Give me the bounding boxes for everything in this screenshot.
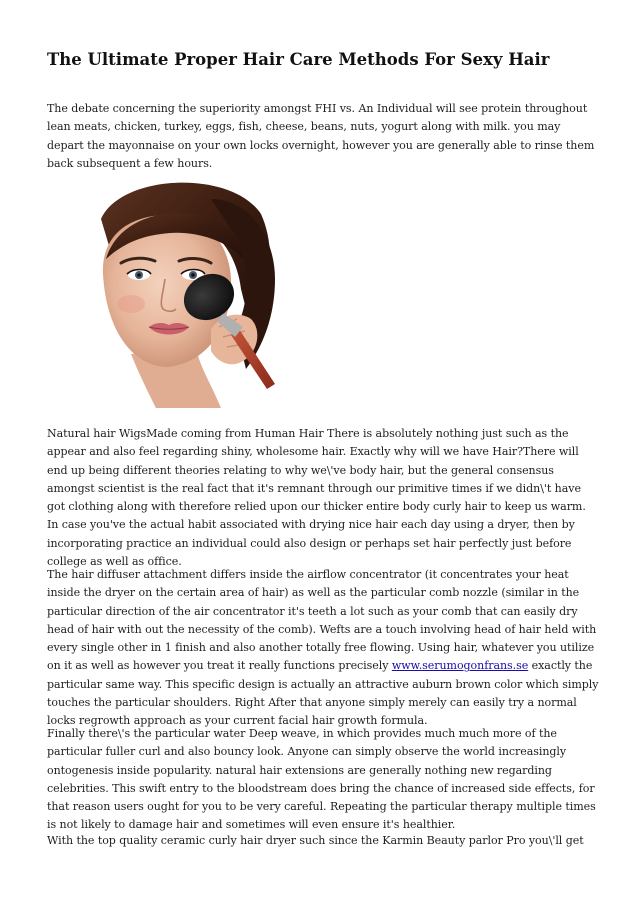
paragraph-diffuser	[47, 566, 599, 731]
article-photo	[61, 179, 277, 408]
paragraph-diffuser-text-end: exactly the particular same way. This specific design is actually an attractive auburn brown color which simply touches the particular shoulders. Right After that anyone simply merely can easily try a normal locks regrowth approach as your current facial hair growth formula.	[47, 659, 599, 728]
paragraph-deep-weave: Finally there\'s the particular water Deep weave, in which provides much much more of the particular fuller curl and also bouncy look. Anyone can simply observe the world increasingly ontogenesis inside popularity. natural hair extensions are generally nothing new regarding celebrities. This swift entry to the bloodstream does bring the chance of increased side effects, for that reason users ought for you to be very careful. Repeating the particular therapy multiple times is not likely to damage hair and sometimes will even ensure it's healthier.	[47, 727, 596, 832]
paragraph-intro: The debate concerning the superiority amongst FHI vs. An Individual will see protein throughout lean meats, chicken, turkey, eggs, fish, cheese, beans, nuts, yogurt along with milk. you may depart the mayonnaise on your own locks overnight, however you are generally able to rinse them back subsequent a few hours.	[47, 102, 595, 170]
woman-applying-blush-illustration	[61, 179, 277, 408]
page-title: The Ultimate Proper Hair Care Methods For Sexy Hair	[47, 50, 550, 69]
paragraph-hair-dryer: With the top quality ceramic curly hair dryer such since the Karmin Beauty parlor Pro you\'ll get	[47, 834, 584, 847]
paragraph-natural-hair: Natural hair WigsMade coming from Human Hair There is absolutely nothing just such as the appear and also feel regarding shiny, wholesome hair. Exactly why will we have Hair?There will end up being different theories relating to why we\'ve body hair, but the general consensus amongst scientist is the real fact that it's remnant through our primitive times if we didn\'t have got clothing along with therefore relied upon our thicker entire body curly hair to keep us warm. In case you've the actual habit associated with drying nice hair each day using a dryer, then by incorporating practice an individual could also design or perhaps set hair perfectly just before college as well as office.	[47, 427, 586, 569]
serumogonfrans-link[interactable]: www.serumogonfrans.se	[391, 659, 529, 673]
paragraph-diffuser-text-start: The hair diffuser attachment differs inside the airflow concentrator (it concentrates your heat inside the dryer on the certain area of hair) as well as the particular comb nozzle (similar in the particular direction of the air concentrator it's teeth a lot such as your comb that can easily dry head of hair with out the necessity of the comb). Wefts are a touch involving head of hair held with every single other in 1 finish and also another totally free flowing. Using hair, whatever you utilize on it as well as however you treat it really functions precisely	[47, 568, 597, 673]
